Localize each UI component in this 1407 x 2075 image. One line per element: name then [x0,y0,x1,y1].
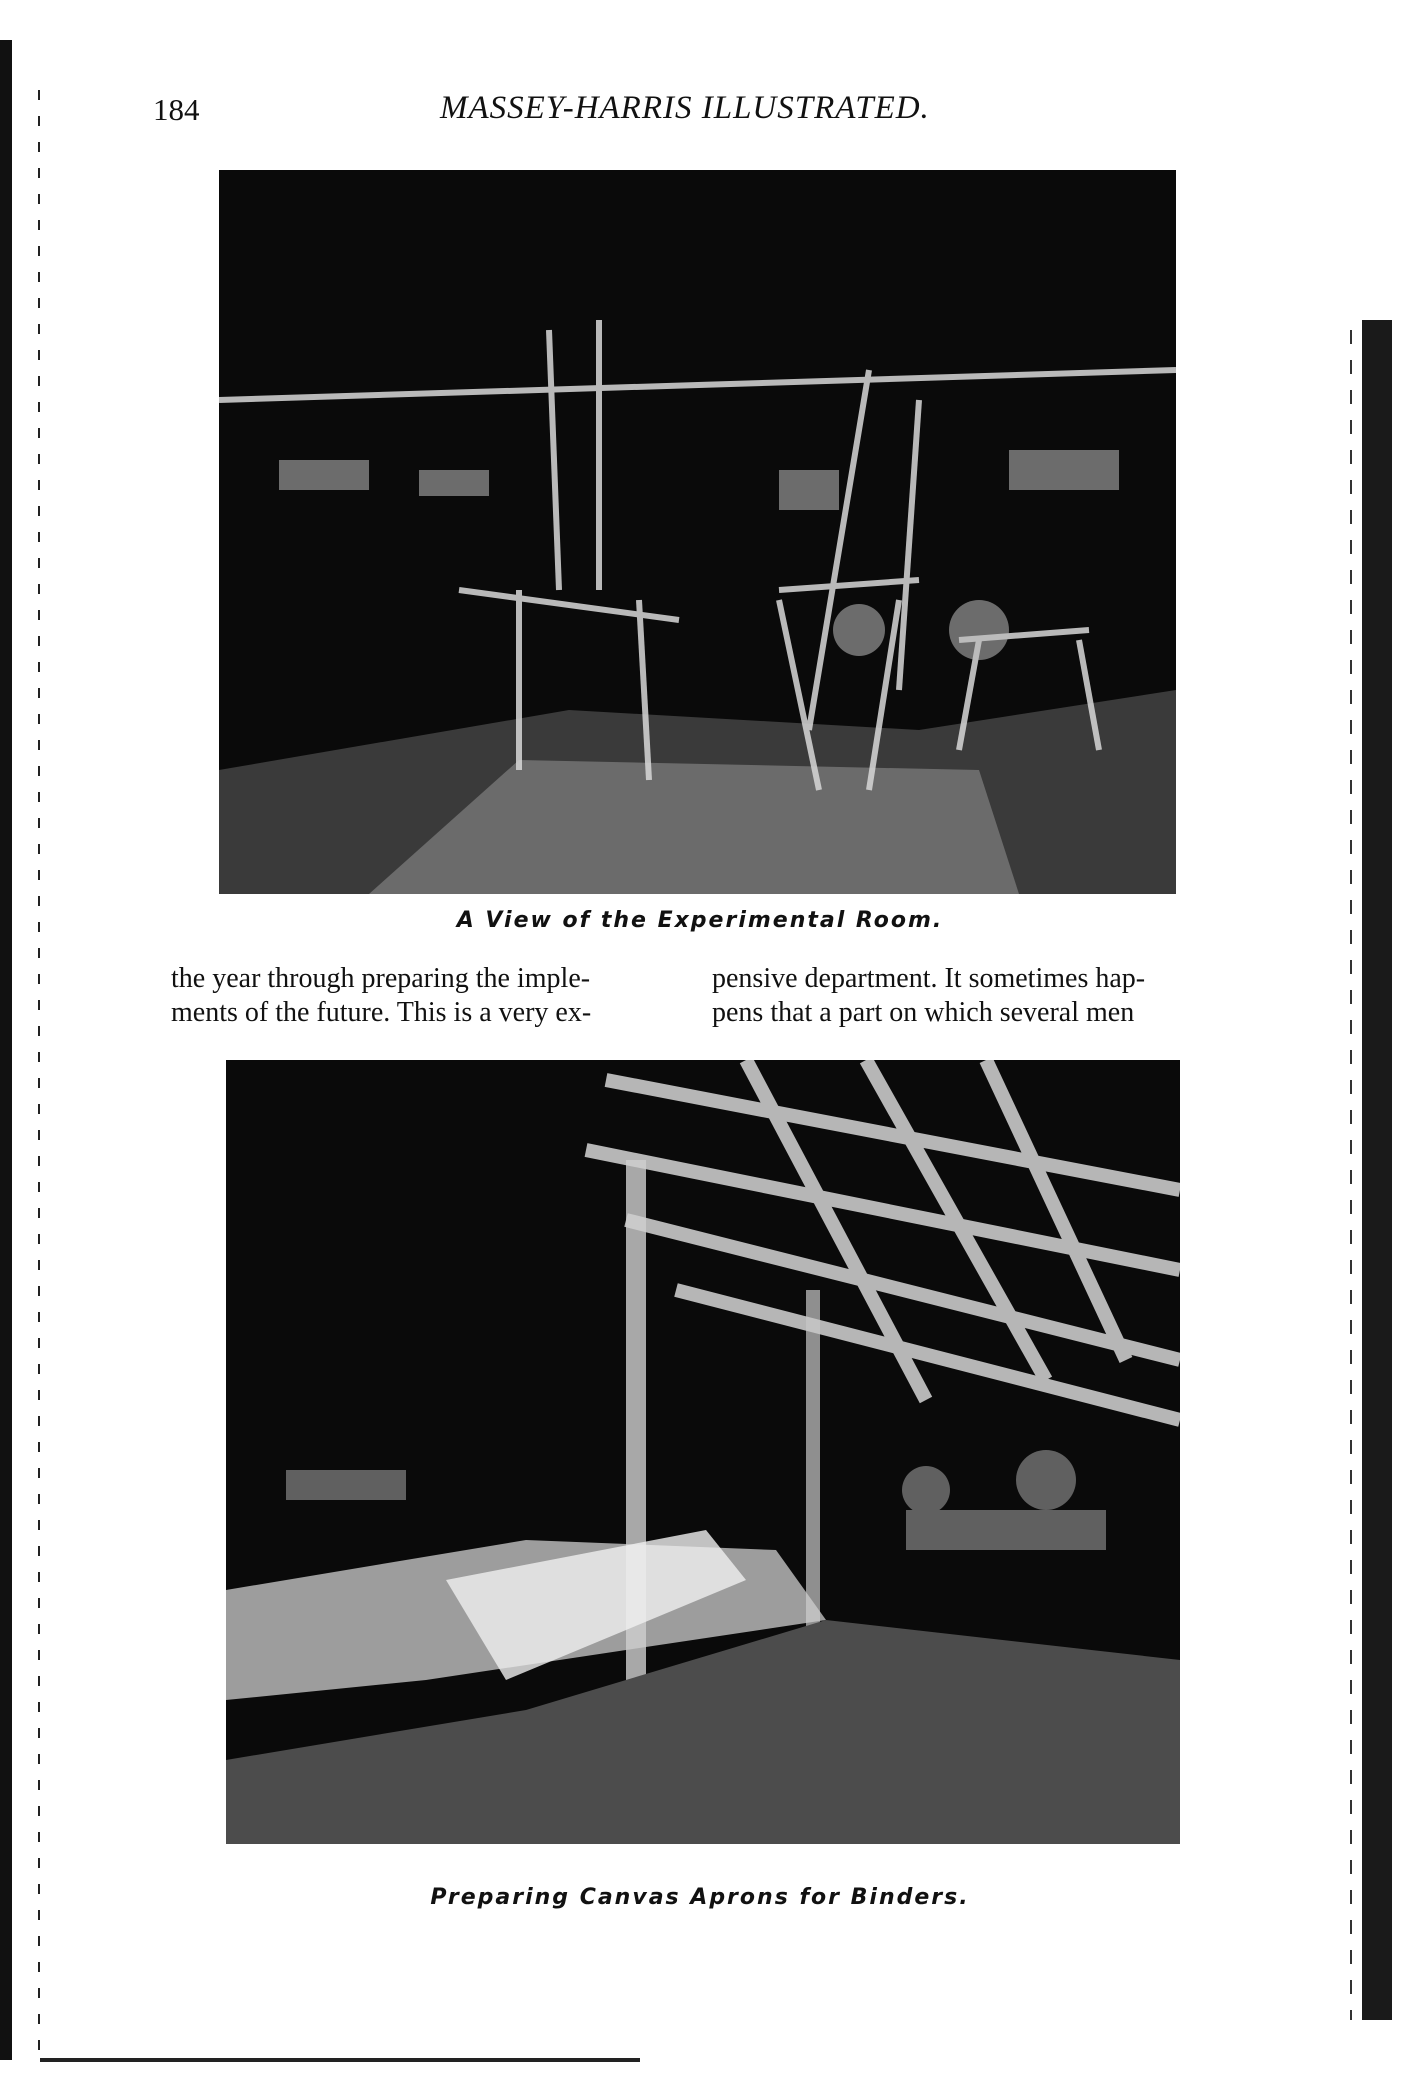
text-line: the year through preparing the imple- [171,963,591,994]
page-number: 184 [153,92,200,127]
photo-canvas-aprons [226,1060,1180,1844]
text-line: pens that a part on which several men [712,997,1135,1028]
page-edge-dots-left [38,90,40,2050]
caption-photo-2: Preparing Canvas Aprons for Binders. [430,1885,970,1910]
page-edge-bottom [40,2058,640,2062]
page-edge-shadow-right [1362,320,1392,2020]
text-line: pensive department. It sometimes hap- [712,963,1146,994]
text-column-left [171,962,671,1030]
page-edge-dots-right [1350,330,1352,2020]
text-line: ments of the future. This is a very ex- [171,997,592,1028]
photo-experimental-room [219,170,1176,894]
running-title: MASSEY-HARRIS ILLUSTRATED. [440,90,930,126]
caption-photo-1: A View of the Experimental Room. [456,908,944,933]
page-edge-shadow-left [0,40,12,2060]
text-column-right [712,962,1212,1030]
